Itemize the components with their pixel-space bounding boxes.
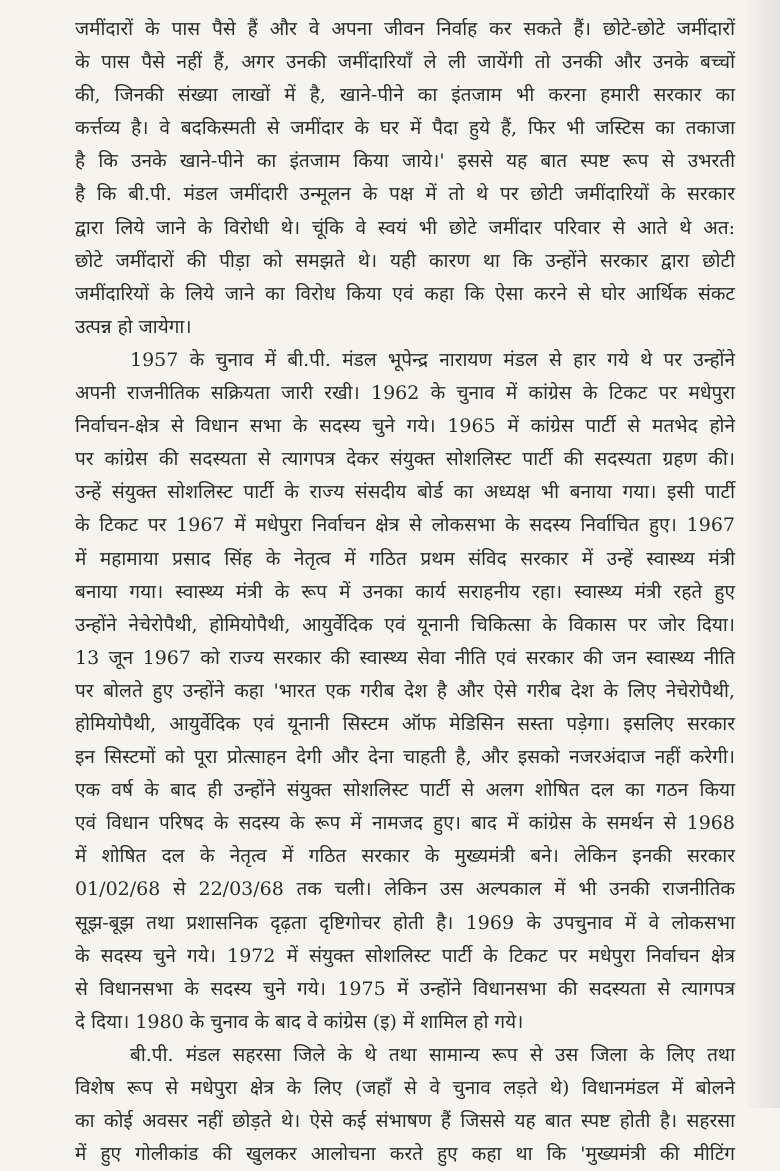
text-line: जमींदारियों के लिये जाने का विरोध किया एवं कहा कि ऐसा करने से घोर आर्थिक संकट: [75, 282, 735, 305]
text-line: के पास पैसे नहीं हैं, अगर उनकी जमींदारियाँ ले ली जायेंगी तो उनकी और उनके बच्चों: [75, 51, 735, 74]
text-line: उन्हें संयुक्त सोशलिस्ट पार्टी के राज्य संसदीय बोर्ड का अध्यक्ष भी बनाया गया। इसी पार्टी: [75, 481, 735, 504]
text-line: के सदस्य चुने गये। 1972 में संयुक्त सोशलिस्ट पार्टी के टिकट पर मधेपुरा निर्वाचन क्षेत्र: [75, 944, 735, 967]
text-line: 01/02/68 से 22/03/68 तक चली। लेकिन उस अल्पकाल में भी उनकी राजनीतिक: [75, 878, 735, 901]
text-line: पर कांग्रेस की सदस्यता से त्यागपत्र देकर संयुक्त सोशलिस्ट पार्टी की सदस्यता ग्रहण की।: [75, 448, 735, 471]
page-edge-shadow: [748, 0, 780, 1108]
text-line: के टिकट पर 1967 में मधेपुरा निर्वाचन क्षेत्र से लोकसभा के सदस्य निर्वाचित हुए। 1967: [75, 514, 735, 537]
text-line: में शोषित दल के नेतृत्व में गठित सरकार के मुख्यमंत्री बने। लेकिन इनकी सरकार: [75, 845, 735, 868]
text-line: कर्त्तव्य है। वे बदकिस्मती से जमींदार के घर में पैदा हुये हैं, फिर भी जस्टिस का तकाजा: [75, 117, 735, 140]
text-line: की, जिनकी संख्या लाखों में है, खाने-पीने का इंतजाम भी करना हमारी सरकार का: [75, 84, 735, 107]
text-line: बनाया गया। स्वास्थ्य मंत्री के रूप में उनका कार्य सराहनीय रहा। स्वास्थ्य मंत्री रहते हुए: [75, 580, 735, 603]
text-line: पर बोलते हुए उन्होंने कहा 'भारत एक गरीब देश है और ऐसे गरीब देश के लिए नेचेरोपैथी,: [75, 679, 735, 702]
text-line: निर्वाचन-क्षेत्र से विधान सभा के सदस्य चुने गये। 1965 में कांग्रेस पार्टी से मतभेद होने: [75, 415, 735, 438]
text-line: का कोई अवसर नहीं छोड़ते थे। ऐसे कई संभाषण हैं जिससे यह बात स्पष्ट होती है। सहरसा: [75, 1110, 735, 1133]
text-line: उत्पन्न हो जायेगा।: [75, 315, 192, 338]
text-line: दे दिया। 1980 के चुनाव के बाद वे कांग्रेस (इ) में शामिल हो गये।: [75, 1010, 524, 1033]
text-line: छोटे जमींदारों की पीड़ा को समझते थे। यही कारण था कि उन्होंने सरकार द्वारा छोटी: [75, 249, 735, 272]
text-line: 13 जून 1967 को राज्य सरकार की स्वास्थ्य सेवा नीति एवं सरकार की जन स्वास्थ्य नीति: [75, 646, 735, 669]
text-line: होमियोपैथी, आयुर्वेदिक एवं यूनानी सिस्टम ऑफ मेडिसिन सस्ता पड़ेगा। इसलिए सरकार: [75, 712, 735, 735]
text-line: एक वर्ष के बाद ही उन्होंने संयुक्त सोशलिस्ट पार्टी से अलग शोषित दल का गठन किया: [75, 779, 735, 802]
text-line: अपनी राजनीतिक सक्रियता जारी रखी। 1962 के चुनाव में कांग्रेस के टिकट पर मधेपुरा: [75, 382, 735, 405]
text-line: इन सिस्टमों को पूरा प्रोत्साहन देगी और देना चाहती है, और इसको नजरअंदाज नहीं करेगी।: [75, 746, 735, 769]
paragraph: [75, 1039, 735, 1171]
text-line: जमींदारों के पास पैसे हैं और वे अपना जीवन निर्वाह कर सकते हैं। छोटे-छोटे जमींदारों: [75, 18, 735, 40]
text-line: से विधानसभा के सदस्य चुने गये। 1975 में उन्होंने विधानसभा की सदस्यता से त्यागपत्र: [75, 977, 735, 1000]
text-line: उन्होंने नेचेरोपैथी, होमियोपैथी, आयुर्वेदिक एवं यूनानी चिकित्सा के विकास पर जोर दिया।: [75, 613, 735, 636]
text-line: में महामाया प्रसाद सिंह के नेतृत्व में गठित प्रथम संविद सरकार में उन्हें स्वास्थ्य मंत्री: [75, 547, 735, 570]
document-page: [75, 13, 735, 1171]
text-line: सूझ-बूझ तथा प्रशासनिक दृढ़ता दृष्टिगोचर होती है। 1969 के उपचुनाव में वे लोकसभा: [75, 911, 735, 934]
paragraph: [75, 344, 735, 1039]
text-line: में हुए गोलीकांड की खुलकर आलोचना करते हुए कहा था कि 'मुख्यमंत्री की मीटिंग: [75, 1143, 735, 1166]
text-line: एवं विधान परिषद के सदस्य के रूप में नामजद हुए। बाद में कांग्रेस के समर्थन से 1968: [75, 812, 735, 835]
text-line: बी.पी. मंडल सहरसा जिले के थे तथा सामान्य रूप से उस जिला के लिए तथा: [130, 1043, 735, 1066]
text-line: है कि उनके खाने-पीने का इंतजाम किया जाये।' इससे यह बात स्पष्ट रूप से उभरती: [75, 150, 735, 173]
paragraph: [75, 13, 735, 344]
text-line: विशेष रूप से मधेपुरा क्षेत्र के लिए (जहाँ से वे चुनाव लड़ते थे) विधानमंडल में बोलने: [75, 1077, 735, 1099]
text-line: है कि बी.पी. मंडल जमींदारी उन्मूलन के पक्ष में तो थे पर छोटी जमींदारियों के सरकार: [75, 183, 735, 206]
text-line: 1957 के चुनाव में बी.पी. मंडल भूपेन्द्र नारायण मंडल से हार गये थे पर उन्होंने: [130, 348, 735, 371]
text-line: द्वारा लिये जाने के विरोधी थे। चूंकि वे स्वयं भी छोटे जमींदार परिवार से आते थे अत:: [75, 216, 735, 239]
